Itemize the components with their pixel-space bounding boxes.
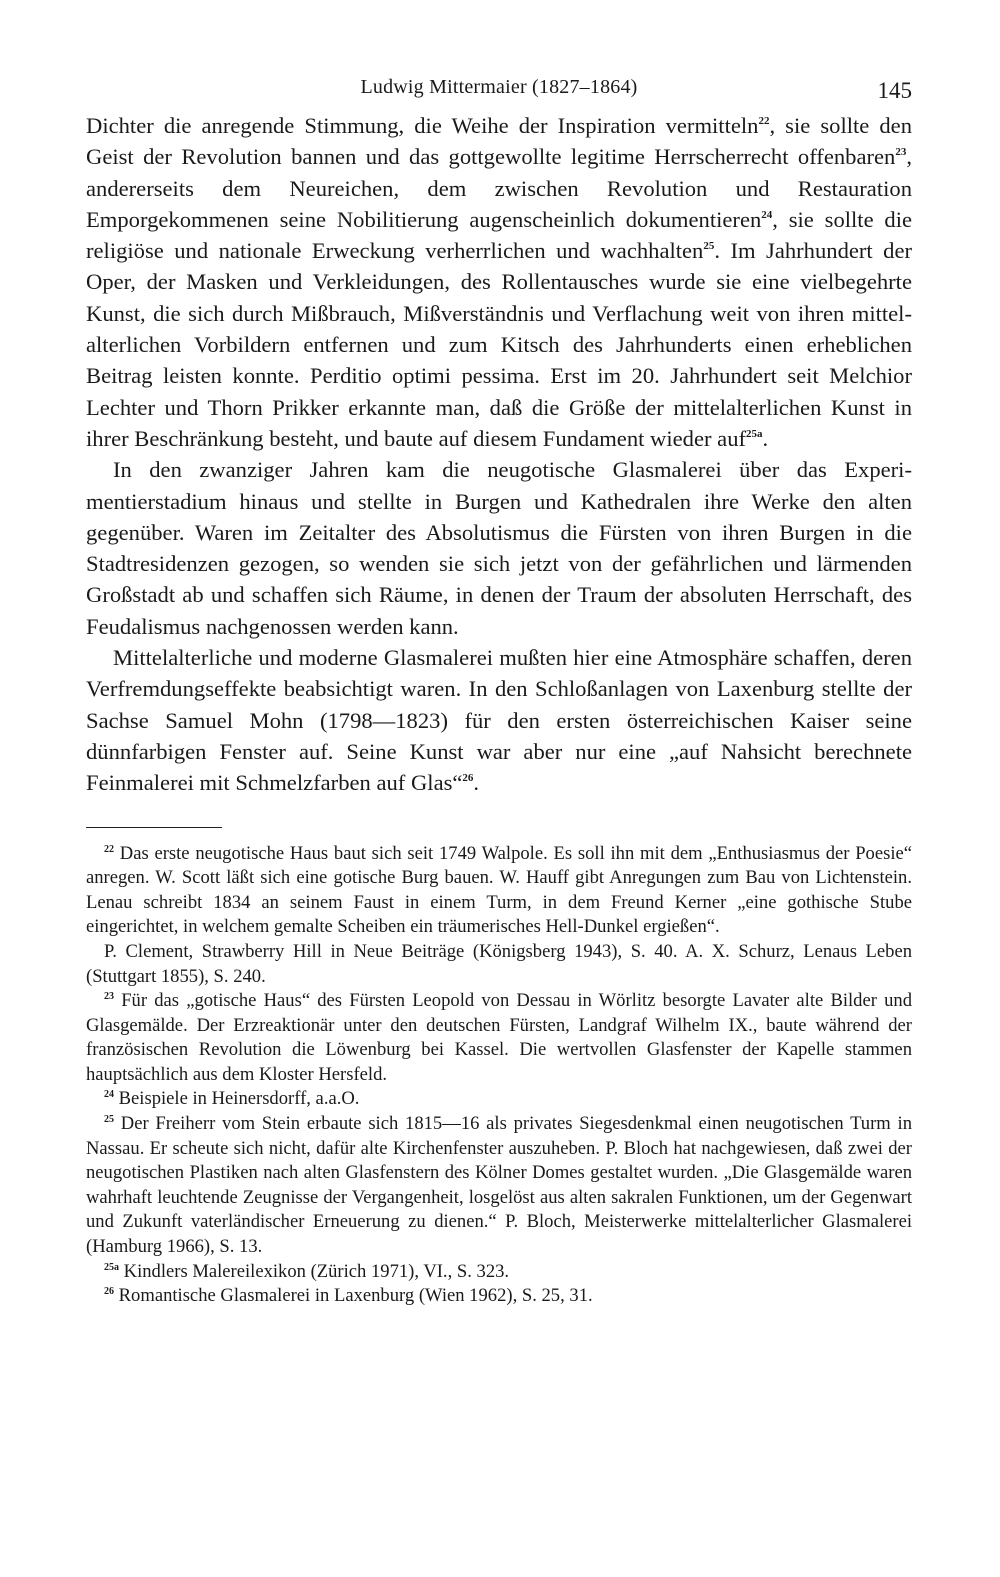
paragraph-3: [86, 642, 912, 798]
paragraph-1: [86, 110, 912, 454]
footnote-26: [86, 1284, 912, 1309]
footnote-mark-23: 23: [104, 991, 114, 1003]
footnote-mark-24: 24: [104, 1089, 114, 1101]
footnote-ref-22: 22: [758, 115, 770, 127]
footnote-22: [86, 842, 912, 940]
paragraph-3-text-2: .: [473, 770, 480, 796]
paragraph-1-text-6: .: [762, 425, 769, 451]
footnote-22-text: Das erste neugotische Haus baut sich seit 1749 Walpole. Es soll ihn mit dem „Enthusiasmus der Poesie“ anregen. W. Scott läßt sich eine gotische Burg bauen. W. Hauff gibt Anregungen zum Bau von Lichtenstein. Lenau schreibt 1834 an seinem Faust in einem Turm, in dem Freund Kerner „eine gothische Stube eingerichtet, in welchem gemalte Scheiben ein träumerisches Hell-Dunkel ergießen“.: [86, 842, 913, 938]
footnote-mark-25a: 25a: [104, 1261, 119, 1273]
footnote-25a: [86, 1260, 912, 1285]
footnote-25: [86, 1112, 912, 1260]
footnote-ref-23: 23: [895, 146, 907, 159]
footnote-23-text: Für das „gotische Haus“ des Fürsten Leopold von Dessau in Wörlitz besorgte Lavater alte Bilder und Glasgemälde. Der Erzreaktionär unter den deutschen Fürsten, Landgraf Wilhelm IX., baute während der französischen Revolution die Löwenburg bei Kassel. Die wertvollen Glasfenster der Kapelle stammen hauptsächlich aus dem Kloster Hersfeld.: [86, 990, 912, 1085]
footnote-23: [86, 989, 912, 1087]
book-page: [86, 70, 912, 1309]
paragraph-1-text-1: Dichter die anregende Stimmung, die Weihe der Inspiration vermitteln: [86, 113, 759, 138]
footnote-25-text: Der Freiherr vom Stein erbaute sich 1815—16 als privates Siegesdenkmal einen neugotischen Turm in Nassau. Er scheute sich nicht, dafür alte Kirchenfenster auszuheben. P. Bloch hat nachgewiesen, daß zwei der neugotischen Plastiken nach alten Glasfenstern des Kölner Domes gestaltet wurden. „Die Glasgemälde waren wahrhaft leuchtende Zeugnisse der Vergangenheit, losgelöst aus alten sakralen Funktionen, um der Gegenwart und Zukunft vaterländischer Erneuerung zu dienen.“ P. Bloch, Meisterwerke mittelalterlicher Glasmalerei (Hamburg 1966), S. 13.: [86, 1113, 912, 1258]
footnote-25a-text: Kindlers Malereilexikon (Zürich 1971), VI., S. 323.: [123, 1260, 510, 1282]
paragraph-1-text-3: , andererseits dem Neureichen, dem zwischen Revolution und Restauration Emporgekommenen seine Nobilitierung augenscheinlich dokumentieren: [86, 144, 912, 232]
footnote-mark-25: 25: [104, 1114, 114, 1126]
footnote-ref-25a: 25a: [746, 427, 763, 440]
footnote-24: [86, 1087, 912, 1112]
page-number: 145: [877, 78, 912, 103]
footnote-ref-24: 24: [761, 208, 773, 221]
footnote-ref-26: 26: [462, 772, 474, 785]
footnotes: [86, 842, 912, 1309]
main-text: [86, 110, 912, 799]
footnote-24-text: Beispiele in Heinersdorff, a.a.O.: [118, 1088, 360, 1110]
paragraph-1-text-2: , sie sollte den Geist der Revolution bannen und das gottgewollte legitime Herrscherrecht offenbaren: [86, 113, 912, 170]
footnote-mark-26: 26: [104, 1286, 114, 1298]
paragraph-2: In den zwanziger Jahren kam die neugotische Glasmalerei über das Experimentierstadium hinaus und stellte in Burgen und Kathedralen ihre Werke den alten gegenüber. Waren im Zeitalter des Absolutismus die Fürsten von ihren Burgen in die Stadtresidenzen gezogen, so wenden sie sich jetzt von der gefährlichen und lärmenden Großstadt ab und schaffen sich Räume, in denen der Traum der absoluten Herrschaft, des Feudalismus nachgenossen werden kann.: [86, 457, 912, 639]
footnote-26-text: Romantische Glasmalerei in Laxenburg (Wien 1962), S. 25, 31.: [118, 1285, 593, 1307]
paragraph-3-text-1: Mittelalterliche und moderne Glasmalerei mußten hier eine Atmosphäre schaffen, deren Verfremdungseffekte beabsichtigt waren. In den Schloßanlagen von Laxenburg stellte der Sachse Samuel Mohn (1798—1823) für den ersten österreichischen Kaiser seine dünnfarbigen Fenster auf. Seine Kunst war aber nur eine „auf Nahsicht berechnete Feinmalerei mit Schmelzfarben auf Glas“: [86, 645, 912, 796]
footnote-mark-22: 22: [104, 843, 114, 855]
footnote-22-continued: P. Clement, Strawberry Hill in Neue Beiträge (Königsberg 1943), S. 40. A. X. Schurz, Lenaus Leben (Stuttgart 1855), S. 240.: [86, 940, 912, 987]
footnote-ref-25: 25: [703, 240, 715, 253]
running-title: Ludwig Mittermaier (1827–1864): [360, 76, 638, 98]
paragraph-1-text-5: . Im Jahrhundert der Oper, der Masken und Verkleidungen, des Rollentausches wurde sie eine vielbegehrte Kunst, die sich durch Mißbrauch, Mißverständnis und Verflachung weit von ihren mittelalterlichen Vorbildern entfernen und zum Kitsch des Jahrhunderts einen erheblichen Beitrag leisten konnte. Perditio optimi pessima. Erst im 20. Jahrhundert seit Melchior Lechter und Thorn Prikker erkannte man, daß die Größe der mittelalterlichen Kunst in ihrer Beschränkung besteht, und baute auf diesem Fundament wieder auf: [86, 238, 913, 451]
running-header: [86, 70, 912, 110]
footnote-divider: [86, 827, 222, 828]
paragraph-1-text-4: , sie sollte die religiöse und nationale Erweckung verherrlichen und wachhalten: [86, 206, 913, 264]
